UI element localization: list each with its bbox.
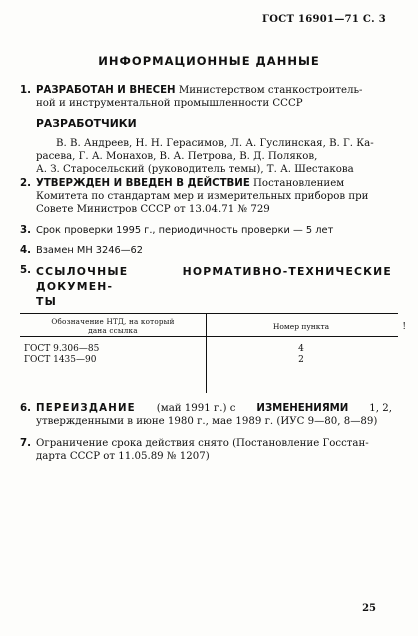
table-cell-doc: ГОСТ 1435—90 xyxy=(24,355,97,365)
item-approved xyxy=(20,177,392,216)
item-developed xyxy=(20,84,392,176)
item-text: Министерством станкостроитель- xyxy=(178,85,363,96)
table-rule xyxy=(20,313,398,314)
developers-line: В. В. Андреев, Н. Н. Герасимов, Л. А. Гуслинская, В. Г. Ка- xyxy=(56,138,374,149)
item-heading: ПЕРЕИЗДАНИЕ xyxy=(36,403,136,414)
item-text: Срок проверки 1995 г., периодичность проверки — 5 лет xyxy=(36,225,334,236)
item-text: 1, 2, xyxy=(369,403,392,414)
item-line: Комитета по стандартам мер и измерительных приборов при xyxy=(36,191,369,202)
page-title: ИНФОРМАЦИОННЫЕ ДАННЫЕ xyxy=(98,54,320,68)
item-line: Ограничение срока действия снято (Постановление Госстан- xyxy=(36,438,369,449)
item-line: дарта СССР от 11.05.89 № 1207) xyxy=(36,451,210,462)
item-line: утвержденными в июне 1980 г., мае 1989 г. (ИУС 9—80, 8—89) xyxy=(36,416,378,427)
item-number: 2. xyxy=(20,178,31,189)
margin-mark: ! xyxy=(402,322,406,332)
item-line: ной и инструментальной промышленности СССР xyxy=(36,98,303,109)
item-heading: РАЗРАБОТАН И ВНЕСЕН xyxy=(36,85,176,96)
item-text: Постановлением xyxy=(253,178,345,189)
item-number: 7. xyxy=(20,438,31,449)
table-header-document: Обозначение НТД, на который дана ссылка xyxy=(51,317,175,335)
item-text: Взамен МН 3246—62 xyxy=(36,245,144,256)
item-text: (май 1991 г.) с xyxy=(156,403,236,414)
item-review xyxy=(20,224,392,237)
developers-line: расева, Г. А. Монахов, В. А. Петрова, В. Д. Поляков, xyxy=(36,151,318,162)
item-heading: ИЗМЕНЕНИЯМИ xyxy=(256,403,349,414)
item-line xyxy=(36,84,392,97)
item-line: Совете Министров СССР от 13.04.71 № 729 xyxy=(36,204,270,215)
item-heading: УТВЕРЖДЕН И ВВЕДЕН В ДЕЙСТВИЕ xyxy=(36,178,250,189)
item-references xyxy=(20,264,392,309)
table-header-clause: Номер пункта xyxy=(272,322,330,331)
references-heading: ССЫЛОЧНЫЕ НОРМАТИВНО-ТЕХНИЧЕСКИЕ ДОКУМЕН- xyxy=(36,265,392,293)
item-number: 1. xyxy=(20,85,31,96)
table-rule xyxy=(20,336,398,337)
item-line xyxy=(36,177,392,190)
page-number: 25 xyxy=(362,603,376,614)
developers-heading: РАЗРАБОТЧИКИ xyxy=(36,117,137,130)
item-number: 5. xyxy=(20,265,31,276)
developers-line: А. З. Старосельский (руководитель темы), Т. А. Шестакова xyxy=(36,164,354,175)
item-line xyxy=(36,402,392,415)
table-cell-clause: 2 xyxy=(298,355,304,365)
references-table xyxy=(20,313,398,391)
item-number: 4. xyxy=(20,245,31,256)
item-reissue xyxy=(20,402,392,428)
standard-header: ГОСТ 16901—71 С. 3 xyxy=(262,14,386,25)
item-number: 3. xyxy=(20,225,31,236)
item-replaces xyxy=(20,244,392,257)
table-cell-doc: ГОСТ 9.306—85 xyxy=(24,344,100,354)
item-restriction xyxy=(20,437,392,463)
table-cell-clause: 4 xyxy=(298,344,304,354)
item-number: 6. xyxy=(20,403,31,414)
references-heading-cont: ТЫ xyxy=(36,295,57,308)
